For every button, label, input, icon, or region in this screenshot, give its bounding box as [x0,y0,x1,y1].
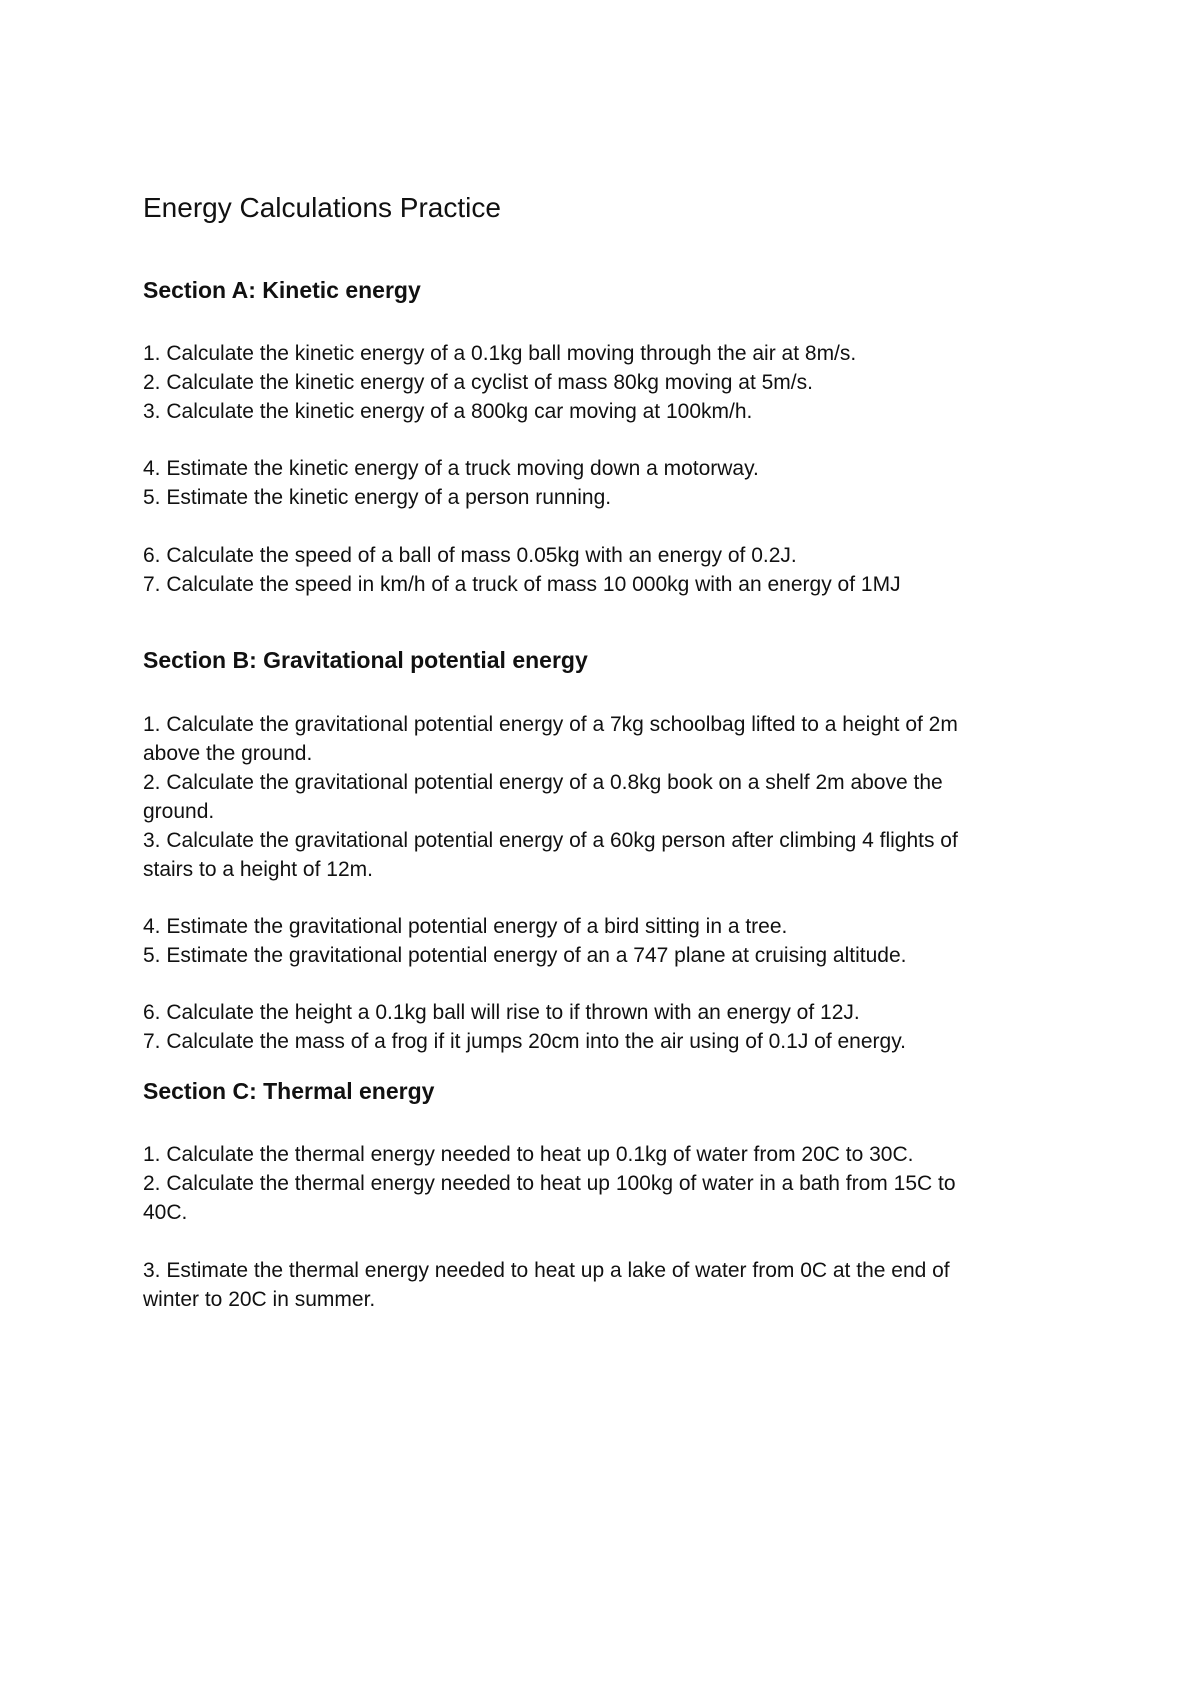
section-a-question-7: 7. Calculate the speed in km/h of a truck of mass 10 000kg with an energy of 1MJ [143,573,901,596]
section-b-question-6: 6. Calculate the height a 0.1kg ball will rise to if thrown with an energy of 12J. [143,1001,860,1024]
section-c-question-2-line-1: 2. Calculate the thermal energy needed to heat up 100kg of water in a bath from 15C to [143,1172,956,1195]
section-a-question-3: 3. Calculate the kinetic energy of a 800kg car moving at 100km/h. [143,400,753,423]
section-c-question-2-line-2: 40C. [143,1201,188,1224]
section-a-question-6: 6. Calculate the speed of a ball of mass 0.05kg with an energy of 0.2J. [143,544,797,567]
section-b-question-2-line-1: 2. Calculate the gravitational potential energy of a 0.8kg book on a shelf 2m above the [143,771,943,794]
section-b-question-5: 5. Estimate the gravitational potential energy of an a 747 plane at cruising altitude. [143,944,907,967]
section-b-question-3-line-2: stairs to a height of 12m. [143,858,373,881]
section-b-heading: Section B: Gravitational potential energy [143,647,588,673]
section-a-question-2: 2. Calculate the kinetic energy of a cyclist of mass 80kg moving at 5m/s. [143,371,813,394]
section-c-heading: Section C: Thermal energy [143,1078,435,1104]
section-b-question-2-line-2: ground. [143,800,215,823]
section-c-question-3-line-1: 3. Estimate the thermal energy needed to heat up a lake of water from 0C at the end of [143,1259,950,1282]
section-a-heading: Section A: Kinetic energy [143,277,421,303]
section-a-question-4: 4. Estimate the kinetic energy of a truck moving down a motorway. [143,457,759,480]
section-b-question-1-line-1: 1. Calculate the gravitational potential energy of a 7kg schoolbag lifted to a height of 2m [143,713,958,736]
section-b-question-1-line-2: above the ground. [143,742,313,765]
section-c-question-1: 1. Calculate the thermal energy needed to heat up 0.1kg of water from 20C to 30C. [143,1143,914,1166]
section-a-question-1: 1. Calculate the kinetic energy of a 0.1kg ball moving through the air at 8m/s. [143,342,857,365]
section-b-question-3-line-1: 3. Calculate the gravitational potential energy of a 60kg person after climbing 4 flights of [143,829,958,852]
section-b-question-7: 7. Calculate the mass of a frog if it jumps 20cm into the air using of 0.1J of energy. [143,1030,906,1053]
document-title: Energy Calculations Practice [143,192,501,223]
section-b-question-4: 4. Estimate the gravitational potential energy of a bird sitting in a tree. [143,915,788,938]
section-a-question-5: 5. Estimate the kinetic energy of a person running. [143,486,612,509]
section-c-question-3-line-2: winter to 20C in summer. [143,1288,376,1311]
